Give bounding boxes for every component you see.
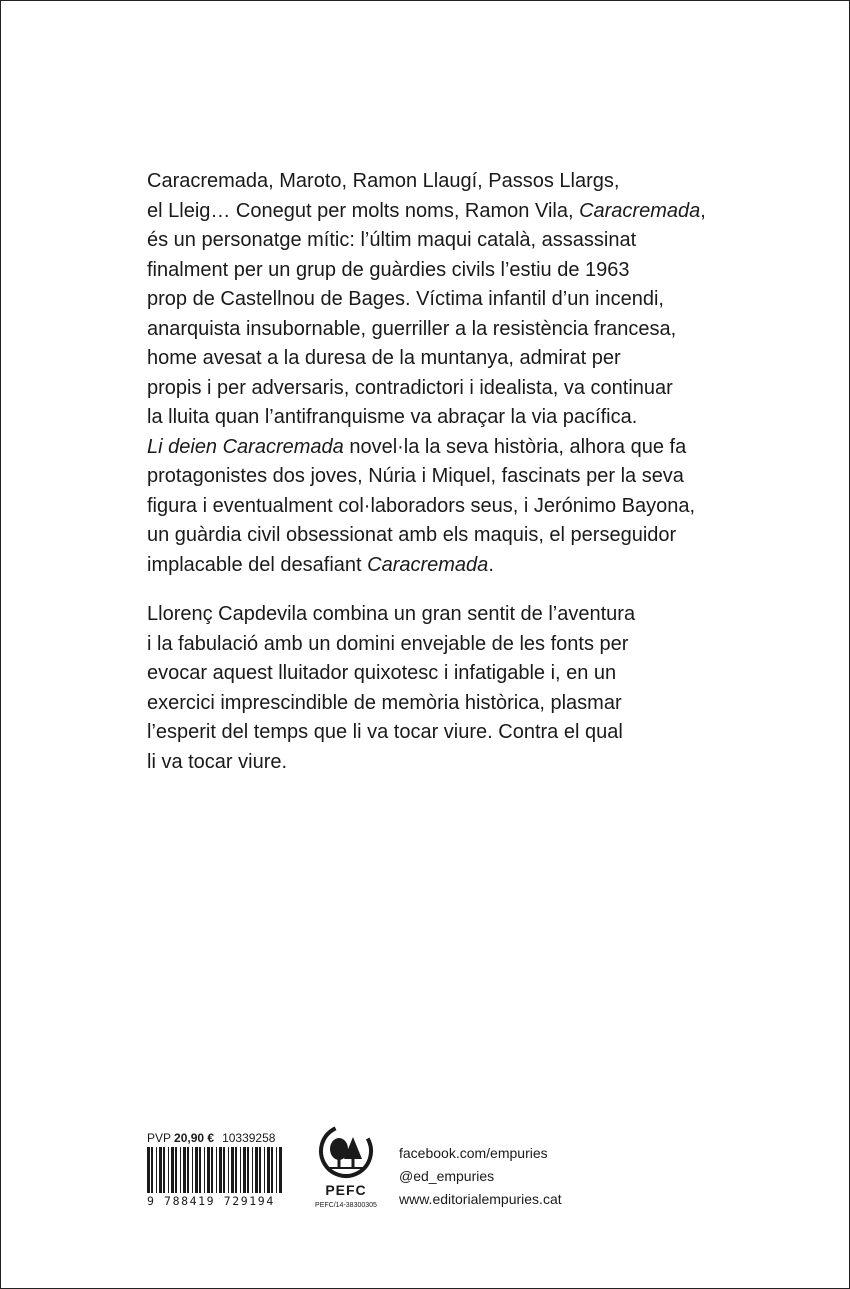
- barcode-block: [147, 1131, 291, 1208]
- blurb-line: li va tocar viure.: [147, 750, 288, 773]
- blurb-line: la lluita quan l’antifranquisme va abraçar la via pacífica.: [147, 406, 638, 428]
- blurb-line: propis i per adversaris, contradictori i idealista, va continuar: [147, 376, 673, 399]
- blurb-line: el Lleig… Conegut per molts noms, Ramon Vila, Caracremada,: [147, 199, 706, 222]
- blurb-line: prop de Castellnou de Bages. Víctima infantil d’un incendi,: [147, 288, 664, 310]
- barcode-icon: [147, 1147, 285, 1193]
- blurb-paragraph-1: [147, 167, 747, 580]
- product-code: 10339258: [222, 1131, 276, 1145]
- price-value: 20,90 €: [174, 1131, 215, 1145]
- blurb-text: [147, 167, 747, 777]
- blurb-line: finalment per un grup de guàrdies civils l’estiu de 1963: [147, 258, 630, 281]
- blurb-line: figura i eventualment col·laboradors seus, i Jerónimo Bayona,: [147, 494, 696, 517]
- price-row: [147, 1131, 291, 1145]
- blurb-line: anarquista insubornable, guerriller a la resistència francesa,: [147, 317, 677, 340]
- blurb-line: l’esperit del temps que li va tocar viure. Contra el qual: [147, 721, 623, 743]
- blurb-line: home avesat a la duresa de la muntanya, admirat per: [147, 347, 621, 369]
- facebook-link[interactable]: facebook.com/empuries: [399, 1145, 548, 1161]
- pefc-code: PEFC/14-38300305: [315, 1202, 377, 1209]
- blurb-line: implacable del desafiant Caracremada.: [147, 553, 494, 576]
- twitter-handle[interactable]: @ed_empuries: [399, 1168, 495, 1184]
- pefc-wordmark: PEFC: [325, 1182, 367, 1198]
- blurb-line: Llorenç Capdevila combina un gran sentit de l’aventura: [147, 603, 636, 625]
- blurb-line: exercici imprescindible de memòria històrica, plasmar: [147, 691, 622, 714]
- isbn-digits: 9 788419 729194: [147, 1194, 275, 1208]
- blurb-paragraph-2: [147, 600, 747, 777]
- pefc-logo: [311, 1123, 381, 1209]
- pefc-trees-icon: [315, 1123, 377, 1179]
- blurb-line: evocar aquest lluitador quixotesc i infatigable i, en un: [147, 662, 617, 684]
- blurb-line: protagonistes dos joves, Núria i Miquel, fascinats per la seva: [147, 465, 684, 487]
- contact-links: [399, 1142, 562, 1211]
- price-label: PVP: [147, 1131, 172, 1145]
- blurb-line: Caracremada, Maroto, Ramon Llaugí, Passos Llargs,: [147, 170, 620, 192]
- blurb-line: un guàrdia civil obsessionat amb els maquis, el perseguidor: [147, 524, 677, 546]
- blurb-line: i la fabulació amb un domini envejable de les fonts per: [147, 632, 629, 655]
- blurb-line: és un personatge mític: l’últim maqui català, assassinat: [147, 229, 637, 251]
- website-link[interactable]: www.editorialempuries.cat: [399, 1191, 562, 1207]
- blurb-line: Li deien Caracremada novel·la la seva història, alhora que fa: [147, 435, 687, 458]
